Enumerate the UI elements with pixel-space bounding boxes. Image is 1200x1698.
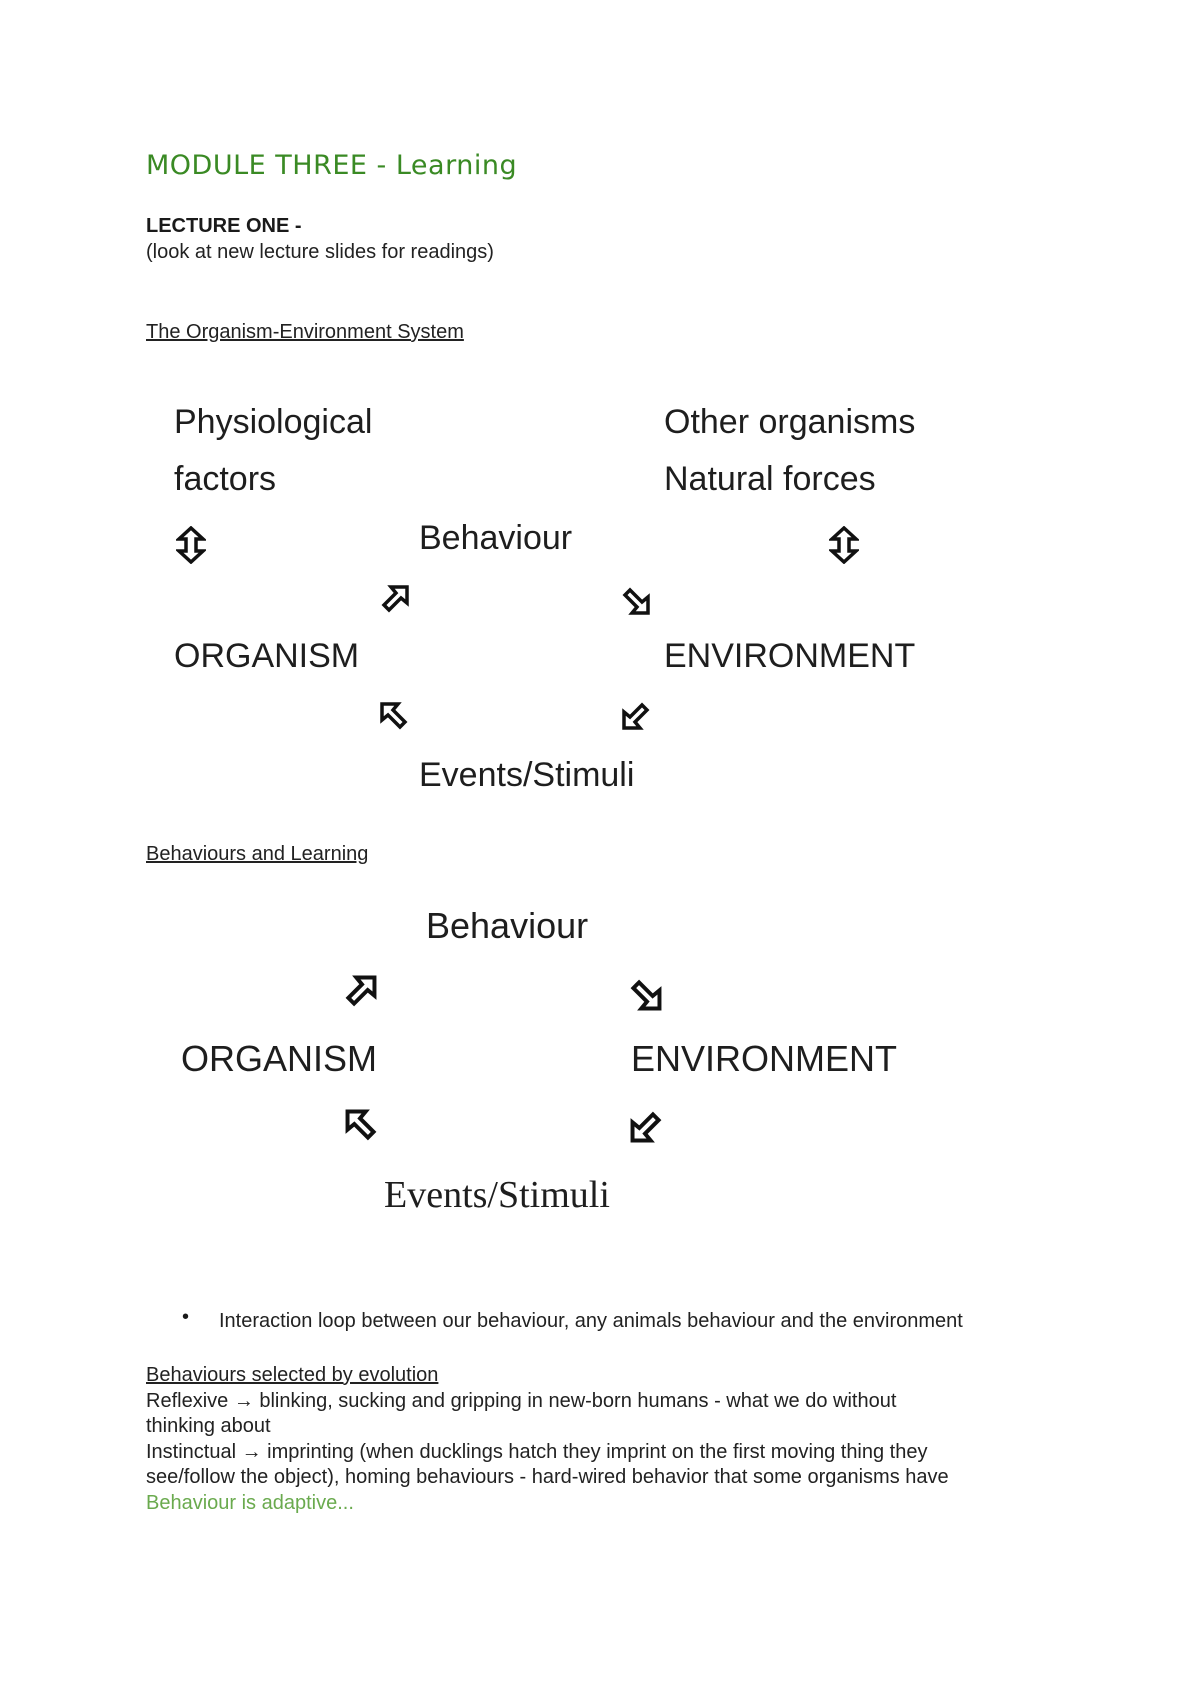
north-west-arrow-icon	[343, 1107, 377, 1141]
north-east-arrow-icon	[345, 973, 379, 1007]
label-environment: ENVIRONMENT	[631, 1038, 898, 1079]
section-heading-evolution: Behaviours selected by evolution	[146, 1364, 439, 1386]
north-east-arrow-icon	[381, 583, 411, 613]
up-down-arrow-icon	[829, 526, 859, 564]
up-down-arrow-icon	[176, 526, 206, 564]
south-west-arrow-icon	[628, 1111, 662, 1145]
lecture-note: (look at new lecture slides for readings)	[146, 241, 494, 263]
reflexive-line-1: Reflexive → blinking, sucking and gripping in new-born humans - what we do without	[146, 1390, 897, 1412]
label-organism: ORGANISM	[181, 1038, 378, 1079]
label-physiological: Physiological	[174, 403, 373, 441]
south-east-arrow-icon	[630, 979, 664, 1013]
bullet-item: Interaction loop between our behaviour, any animals behaviour and the environment	[219, 1310, 963, 1332]
north-west-arrow-icon	[378, 700, 408, 730]
lecture-heading: LECTURE ONE -	[146, 215, 302, 237]
south-east-arrow-icon	[622, 587, 652, 617]
label-behaviour: Behaviour	[426, 905, 589, 946]
instinctual-line-2: see/follow the object), homing behaviours - hard-wired behavior that some organisms have	[146, 1466, 949, 1488]
bullet-marker: •	[182, 1306, 190, 1328]
label-other-organisms: Other organisms	[664, 403, 916, 441]
south-west-arrow-icon	[620, 702, 650, 732]
module-title: MODULE THREE - Learning	[146, 150, 518, 181]
instinctual-line-1: Instinctual → imprinting (when ducklings hatch they imprint on the first moving thing they	[146, 1441, 928, 1463]
label-environment: ENVIRONMENT	[664, 637, 916, 675]
label-behaviour: Behaviour	[419, 519, 573, 557]
section-heading-organism-environment: The Organism-Environment System	[146, 321, 464, 343]
label-events-stimuli: Events/Stimuli	[384, 1174, 610, 1216]
adaptive-note: Behaviour is adaptive...	[146, 1492, 354, 1514]
label-organism: ORGANISM	[174, 637, 360, 675]
section-heading-behaviours-learning: Behaviours and Learning	[146, 843, 369, 865]
label-events-stimuli: Events/Stimuli	[419, 756, 635, 794]
label-factors: factors	[174, 460, 277, 498]
reflexive-line-2: thinking about	[146, 1415, 271, 1437]
label-natural-forces: Natural forces	[664, 460, 876, 498]
